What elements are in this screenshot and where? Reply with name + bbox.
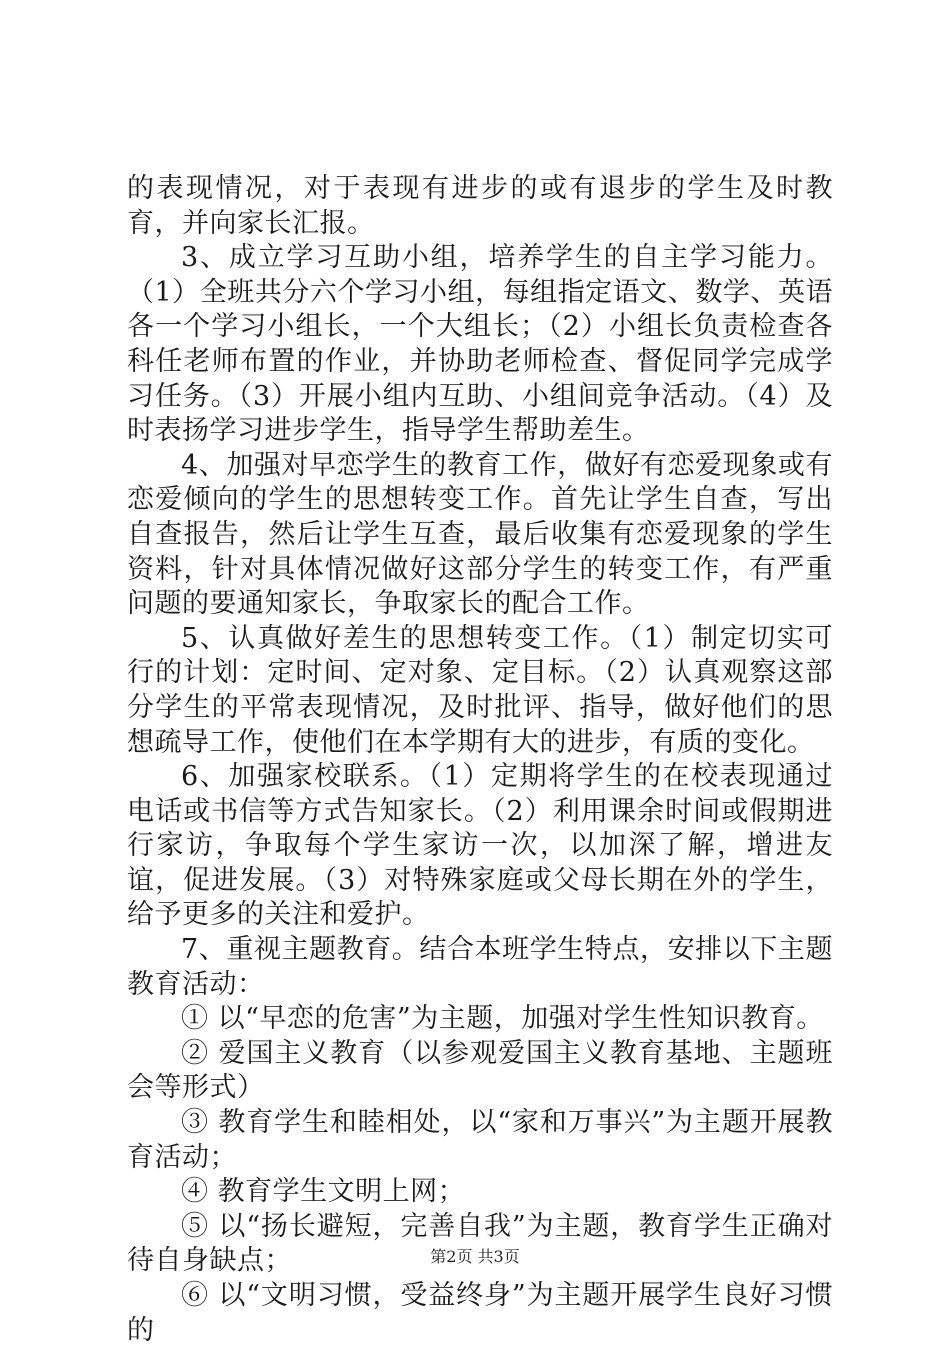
paragraph-item-6: 6、加强家校联系。（1）定期将学生的在校表现通过电话或书信等方式告知家长。（2）利用课余时间或假期进行家访，争取每个学生家访一次，以加深了解，增进友谊，促进发展。（3）对特殊家庭或父母长期在外的学生，给予更多的关注和爱护。 bbox=[127, 761, 833, 931]
list-item-3: ③ 教育学生和睦相处，以“家和万事兴”为主题开展教育活动； bbox=[127, 1107, 833, 1173]
page-number-footer: 第2页 共3页 bbox=[430, 1247, 520, 1266]
list-item-4: ④ 教育学生文明上网； bbox=[181, 1176, 466, 1208]
list-item-5: ⑤ 以“扬长避短，完善自我”为主题，教育学生正确对待自身缺点； bbox=[127, 1210, 833, 1277]
list-item-6: ⑥ 以“文明习惯，受益终身”为主题开展学生良好习惯的 bbox=[127, 1280, 833, 1346]
paragraph-item-3: 3、成立学习互助小组，培养学生的自主学习能力。（1）全班共分六个学习小组，每组指定语文、数学、英语各一个学习小组长，一个大组长；（2）小组长负责检查各科任老师布置的作业，并协助老师检查、督促同学完成学习任务。（3）开展小组内互助、小组间竞争活动。（4）及时表扬学习进步学生，指导学生帮助差生。 bbox=[127, 242, 833, 447]
list-item-1: ① 以“早恋的危害”为主题，加强对学生性知识教育。 bbox=[181, 1003, 824, 1035]
list-item-2: ② 爱国主义教育（以参观爱国主义教育基地、主题班会等形式） bbox=[127, 1037, 833, 1104]
paragraph-item-4: 4、加强对早恋学生的教育工作，做好有恋爱现象或有恋爱倾向的学生的思想转变工作。首先让学生自查，写出自查报告，然后让学生互查，最后收集有恋爱现象的学生资料，针对具体情况做好这部分学生的转变工作，有严重问题的要通知家长，争取家长的配合工作。 bbox=[127, 449, 833, 620]
paragraph-continuation: 的表现情况，对于表现有进步的或有退步的学生及时教育，并向家长汇报。 bbox=[127, 173, 833, 239]
paragraph-item-7: 7、重视主题教育。结合本班学生特点，安排以下主题教育活动： bbox=[127, 934, 833, 1000]
document-body bbox=[127, 172, 833, 1348]
paragraph-item-5: 5、认真做好差生的思想转变工作。（1）制定切实可行的计划：定时间、定对象、定目标。（2）认真观察这部分学生的平常表现情况，及时批评、指导，做好他们的思想疏导工作，使他们在本学期有大的进步，有质的变化。 bbox=[127, 622, 833, 758]
